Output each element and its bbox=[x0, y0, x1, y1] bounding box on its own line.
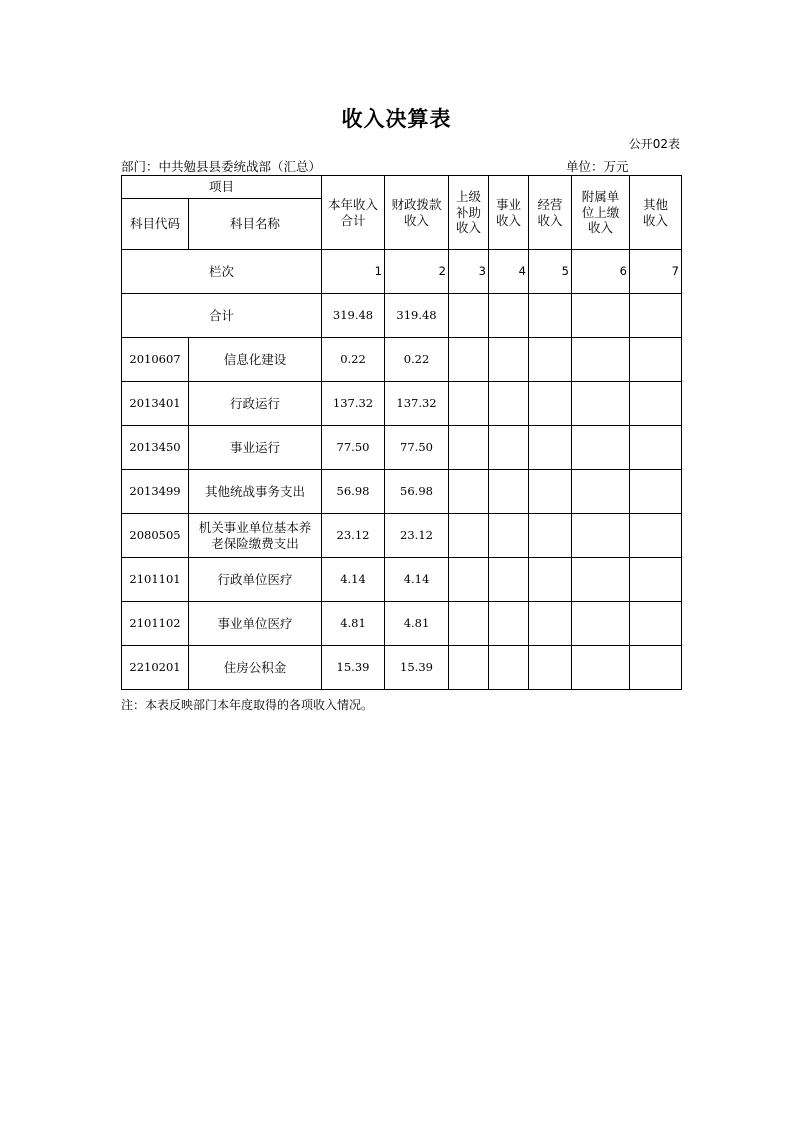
header-col-4: 事业收入 bbox=[489, 176, 529, 250]
value-cell: 56.98 bbox=[385, 470, 449, 514]
column-index: 3 bbox=[449, 250, 489, 294]
column-index-label: 栏次 bbox=[122, 250, 322, 294]
value-cell bbox=[449, 470, 489, 514]
total-value bbox=[529, 294, 572, 338]
value-cell bbox=[630, 382, 682, 426]
subject-name-cell: 其他统战事务支出 bbox=[189, 470, 322, 514]
value-cell bbox=[572, 382, 630, 426]
table-row bbox=[122, 338, 682, 382]
value-cell bbox=[489, 382, 529, 426]
value-cell bbox=[572, 426, 630, 470]
value-cell: 15.39 bbox=[385, 646, 449, 690]
value-cell: 15.39 bbox=[322, 646, 385, 690]
table-row bbox=[122, 646, 682, 690]
subject-code-cell: 2101101 bbox=[122, 558, 189, 602]
table-row bbox=[122, 382, 682, 426]
value-cell: 0.22 bbox=[385, 338, 449, 382]
subject-name-cell: 行政运行 bbox=[189, 382, 322, 426]
value-cell bbox=[489, 602, 529, 646]
subject-name-cell: 事业运行 bbox=[189, 426, 322, 470]
subject-code-cell: 2010607 bbox=[122, 338, 189, 382]
value-cell bbox=[529, 470, 572, 514]
column-index: 5 bbox=[529, 250, 572, 294]
value-cell: 137.32 bbox=[385, 382, 449, 426]
table-row bbox=[122, 602, 682, 646]
value-cell: 4.14 bbox=[322, 558, 385, 602]
value-cell bbox=[630, 338, 682, 382]
value-cell bbox=[449, 514, 489, 558]
table-row bbox=[122, 426, 682, 470]
value-cell bbox=[489, 470, 529, 514]
value-cell bbox=[449, 646, 489, 690]
value-cell bbox=[449, 382, 489, 426]
value-cell bbox=[572, 558, 630, 602]
subject-name-cell: 信息化建设 bbox=[189, 338, 322, 382]
income-table bbox=[121, 175, 682, 690]
header-subject-code: 科目代码 bbox=[122, 199, 189, 250]
column-index: 7 bbox=[630, 250, 682, 294]
value-cell: 56.98 bbox=[322, 470, 385, 514]
total-value: 319.48 bbox=[322, 294, 385, 338]
value-cell bbox=[572, 602, 630, 646]
subject-name-cell: 机关事业单位基本养老保险缴费支出 bbox=[189, 514, 322, 558]
value-cell bbox=[529, 382, 572, 426]
total-value bbox=[572, 294, 630, 338]
value-cell bbox=[449, 338, 489, 382]
table-row bbox=[122, 470, 682, 514]
header-project: 项目 bbox=[122, 176, 322, 199]
column-index: 2 bbox=[385, 250, 449, 294]
subject-code-cell: 2013499 bbox=[122, 470, 189, 514]
column-index: 4 bbox=[489, 250, 529, 294]
value-cell bbox=[572, 470, 630, 514]
value-cell bbox=[630, 558, 682, 602]
value-cell: 4.81 bbox=[385, 602, 449, 646]
value-cell: 4.14 bbox=[385, 558, 449, 602]
total-value bbox=[489, 294, 529, 338]
value-cell bbox=[489, 558, 529, 602]
subject-name-cell: 事业单位医疗 bbox=[189, 602, 322, 646]
value-cell bbox=[572, 514, 630, 558]
value-cell bbox=[630, 602, 682, 646]
subject-code-cell: 2013450 bbox=[122, 426, 189, 470]
value-cell bbox=[630, 646, 682, 690]
header-col-1: 本年收入合计 bbox=[322, 176, 385, 250]
value-cell: 0.22 bbox=[322, 338, 385, 382]
value-cell bbox=[489, 426, 529, 470]
unit-label: 单位：万元 bbox=[566, 159, 629, 174]
value-cell: 23.12 bbox=[322, 514, 385, 558]
value-cell bbox=[449, 558, 489, 602]
column-index: 6 bbox=[572, 250, 630, 294]
value-cell: 137.32 bbox=[322, 382, 385, 426]
value-cell: 77.50 bbox=[385, 426, 449, 470]
value-cell bbox=[449, 602, 489, 646]
total-value bbox=[449, 294, 489, 338]
total-label: 合计 bbox=[122, 294, 322, 338]
value-cell: 23.12 bbox=[385, 514, 449, 558]
header-col-6: 附属单位上缴收入 bbox=[572, 176, 630, 250]
department-label: 部门：中共勉县县委统战部（汇总） bbox=[121, 159, 322, 174]
column-index-row bbox=[122, 250, 682, 294]
value-cell bbox=[630, 426, 682, 470]
header-col-3: 上级补助收入 bbox=[449, 176, 489, 250]
value-cell bbox=[529, 558, 572, 602]
footnote: 注：本表反映部门本年度取得的各项收入情况。 bbox=[121, 698, 374, 712]
header-col-7: 其他收入 bbox=[630, 176, 682, 250]
header-col-5: 经营收入 bbox=[529, 176, 572, 250]
header-subject-name: 科目名称 bbox=[189, 199, 322, 250]
value-cell bbox=[529, 602, 572, 646]
value-cell bbox=[572, 646, 630, 690]
value-cell bbox=[489, 514, 529, 558]
subject-name-cell: 行政单位医疗 bbox=[189, 558, 322, 602]
total-value bbox=[630, 294, 682, 338]
value-cell bbox=[529, 514, 572, 558]
subject-code-cell: 2101102 bbox=[122, 602, 189, 646]
subject-code-cell: 2210201 bbox=[122, 646, 189, 690]
subject-name-cell: 住房公积金 bbox=[189, 646, 322, 690]
value-cell: 77.50 bbox=[322, 426, 385, 470]
total-value: 319.48 bbox=[385, 294, 449, 338]
value-cell bbox=[572, 338, 630, 382]
value-cell bbox=[529, 338, 572, 382]
page-title: 收入决算表 bbox=[341, 107, 452, 131]
header-col-2: 财政拨款收入 bbox=[385, 176, 449, 250]
value-cell bbox=[630, 470, 682, 514]
value-cell bbox=[489, 338, 529, 382]
value-cell: 4.81 bbox=[322, 602, 385, 646]
value-cell bbox=[449, 426, 489, 470]
table-code: 公开02表 bbox=[628, 137, 680, 151]
table-row bbox=[122, 514, 682, 558]
column-index: 1 bbox=[322, 250, 385, 294]
value-cell bbox=[529, 426, 572, 470]
value-cell bbox=[630, 514, 682, 558]
value-cell bbox=[489, 646, 529, 690]
subject-code-cell: 2080505 bbox=[122, 514, 189, 558]
subject-code-cell: 2013401 bbox=[122, 382, 189, 426]
table-row bbox=[122, 558, 682, 602]
value-cell bbox=[529, 646, 572, 690]
total-row bbox=[122, 294, 682, 338]
